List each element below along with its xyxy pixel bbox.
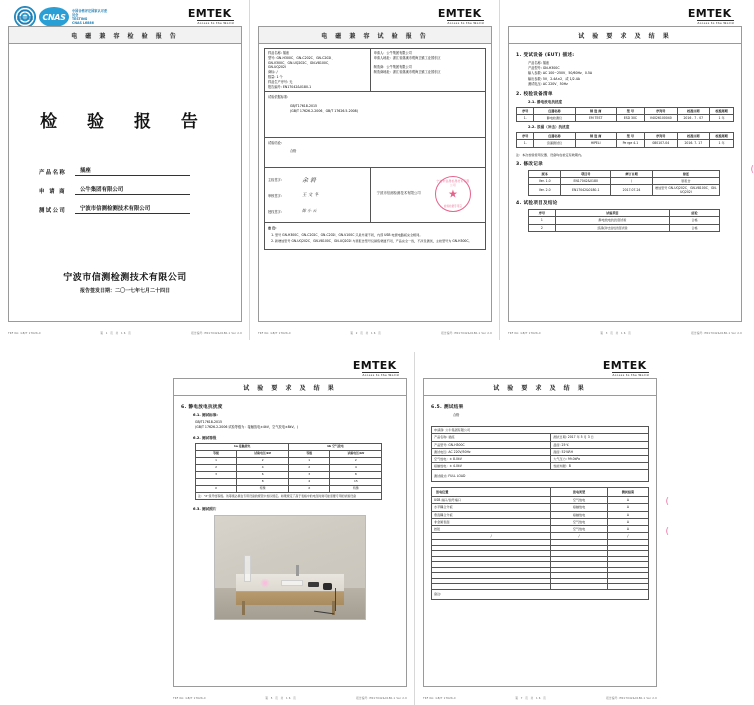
sample-line: 商标: / xyxy=(268,70,278,75)
section-2-title: 2. 校验设备清单 xyxy=(516,91,553,97)
cell-air-level: 4 xyxy=(289,478,330,485)
col-index: 序号 xyxy=(517,107,534,114)
cell-test-date: 测试日期: 2017 年 5 月 3 日 xyxy=(551,434,649,441)
report-page-5[interactable] xyxy=(415,352,669,705)
emtek-logo xyxy=(685,7,734,27)
cell-name: 浪涌测试仪 xyxy=(534,140,575,147)
table-row xyxy=(432,434,649,441)
cell-result: A xyxy=(607,511,648,518)
table-row xyxy=(432,533,649,540)
report-page-4[interactable] xyxy=(165,352,415,705)
remarks-block xyxy=(264,223,486,249)
cell-result: A xyxy=(607,518,648,525)
signature-block xyxy=(264,168,486,223)
cell-version: Ver. 1.0 xyxy=(529,177,561,184)
cell-item: 静电放电抗扰度试验 xyxy=(555,217,670,224)
field-value: 插座 xyxy=(75,166,190,176)
page3-sheet xyxy=(508,26,742,322)
sample-line: 样品生产序号: 无 xyxy=(268,79,293,84)
table-row xyxy=(196,465,382,472)
col-group-air: 1b 空气放电 xyxy=(289,444,382,451)
signature-label: 主检签字: xyxy=(268,177,282,182)
emtek-logo-text: EMTEK xyxy=(687,7,732,20)
signature-value: 余 岩 xyxy=(302,176,316,184)
cell-model: Pe rge 4.1 xyxy=(616,140,644,147)
field-label: 产品名称 xyxy=(39,170,67,176)
footer-report-no: 报告编号: EN17042&0180-1 Ver 2.0 xyxy=(356,697,407,700)
table-header-row xyxy=(432,488,649,497)
cell-type: 空气放电 xyxy=(551,518,607,525)
emtek-tagline: Access to the World xyxy=(197,22,234,25)
cell-index: 1. xyxy=(517,115,534,122)
cell-contact-voltage: 4 xyxy=(237,465,289,472)
cnas-words-cn: 中国合格评定国家认可委员会 xyxy=(72,8,108,17)
signature-row-authorizer xyxy=(268,203,367,219)
emtek-logo xyxy=(185,7,234,27)
report-page-2[interactable] xyxy=(250,0,500,340)
eut-line: 测试电压: AC 220V、50Hz xyxy=(528,81,568,86)
cell-project: EN17042&0180-1 xyxy=(561,184,611,195)
cover-footer xyxy=(9,270,241,294)
standard-line: (GB/T 17626.2-2006、GB/T 17626.5-2008) xyxy=(290,109,358,114)
applicant-line: 申请人：公牛集团有限公司 xyxy=(373,51,412,55)
sample-info xyxy=(265,49,371,91)
report-page-3[interactable] xyxy=(500,0,754,340)
cell-contact-level: X xyxy=(196,485,237,492)
emtek-logo-text: EMTEK xyxy=(437,7,482,20)
page3-header-band: 试 验 要 求 及 结 果 xyxy=(509,27,741,44)
sample-line: 型号: GN-H300C、GN-C202C、GN-C202I、 xyxy=(268,55,335,60)
cell-version: Ver. 2.0 xyxy=(529,184,561,195)
section-6-3-title: 6.3. 测试照片 xyxy=(193,507,217,512)
photo-coupling-plane xyxy=(244,555,251,582)
table-row xyxy=(196,472,382,479)
table-row xyxy=(432,448,649,455)
cell-maker: EM TEST xyxy=(575,115,616,122)
manufacturer-line: 制造商：公牛集团有限公司 xyxy=(373,65,412,70)
cnas-code: CNAS L6886 xyxy=(72,21,94,26)
cell-index: 1 xyxy=(529,217,556,224)
cell-type: / xyxy=(551,533,607,540)
col-voltage: 试验电压/kV xyxy=(330,451,382,458)
cell-pressure: 大气压力: 99.0kPa xyxy=(551,455,649,462)
eut-line: 产品名称: 插座 xyxy=(528,61,550,65)
emtek-tagline: Access to the World xyxy=(612,374,649,377)
cell-air-voltage: 8 xyxy=(330,472,382,479)
cell-air-voltage: 特殊 xyxy=(330,485,382,492)
cell-position: 非金属表面 xyxy=(432,518,551,525)
issue-date: 报告签发日期：二〇一七年七月二十四日 xyxy=(79,288,170,294)
cell-result: A xyxy=(607,525,648,532)
cell-calcycle: 1 年 xyxy=(710,140,734,147)
cell-summary: 原报告 xyxy=(653,177,720,184)
surge-equipment-table xyxy=(516,132,734,147)
stamp-edge-mark-icon: ( xyxy=(665,497,669,507)
emtek-tagline: Access to the World xyxy=(697,22,734,25)
test-conditions-table xyxy=(431,426,649,482)
remarks-label: 备 注: xyxy=(268,226,277,231)
sample-line: 样品名称: 插座 xyxy=(268,51,290,55)
table-row xyxy=(432,455,649,462)
cell-position: 垂直耦合介板 xyxy=(432,511,551,518)
cell-type: 接触放电 xyxy=(551,504,607,511)
section-6-title: 6. 静电放电抗扰度 xyxy=(181,405,223,410)
cell-test-voltage: 测试电压: AC 220V/50Hz xyxy=(432,448,551,455)
cell-contact-level xyxy=(196,478,237,485)
page2-sheet xyxy=(258,26,492,322)
cell-result: / xyxy=(607,533,648,540)
cell-type: 空气放电 xyxy=(551,497,607,504)
col-index: 序号 xyxy=(529,210,556,217)
remark-item: 1. 型号 GN-H300C、GN-C202C、GN-C202I、GN-V100C 只是外观不同，内部 USB 电源电路板完全相同。 xyxy=(275,233,482,238)
cell-caldate: 2016 . 7 . 07 xyxy=(677,115,710,122)
table-remark-row xyxy=(432,589,649,599)
page4-footer xyxy=(173,696,407,700)
cell-summary: 增加型号 GN-UQ202C、GN-V8100C、GN-UQ202I xyxy=(653,184,720,195)
table-subheader-row xyxy=(196,451,382,458)
emtek-logo-text: EMTEK xyxy=(352,359,397,372)
table-header-row xyxy=(517,133,734,140)
cell-air-level: 3 xyxy=(289,472,330,479)
eut-description xyxy=(528,61,734,87)
cell-result: A xyxy=(607,497,648,504)
col-summary: 综述 xyxy=(653,170,720,177)
col-serial: 序列号 xyxy=(645,107,678,114)
signature-list xyxy=(265,168,371,222)
standard-line: GB/T17618-2015 xyxy=(195,420,223,424)
section-2-2-title: 2.2. 浪涌（冲击）抗扰度 xyxy=(528,125,570,130)
table-header-row xyxy=(196,444,382,451)
stamp-edge-mark-icon: ( xyxy=(665,527,669,537)
emtek-tagline: Access to the World xyxy=(447,22,484,25)
field-value: 公牛集团有限公司 xyxy=(75,185,190,195)
col-project: 项目号 xyxy=(561,170,611,177)
cnas-words-en: TESTING xyxy=(72,17,88,21)
section-6-5-title: 6.5. 测试结果 xyxy=(431,405,464,410)
manufacturer-line: 制造商地址：浙江省慈溪市观海卫镇工业园东区 xyxy=(373,70,441,75)
table-note-row xyxy=(196,492,382,499)
revision-table xyxy=(528,170,720,197)
sample-line: GN-V300C、GN-UQ202C、GN-V8100C、 xyxy=(268,60,332,65)
signature-row-reviewer xyxy=(268,187,367,203)
col-revdate: 修订日期 xyxy=(611,170,653,177)
photo-table-leg xyxy=(242,601,245,615)
page-title: 检 验 报 告 xyxy=(40,112,210,132)
table-row xyxy=(196,478,382,485)
table-row xyxy=(432,470,649,482)
cell-air-level: 2 xyxy=(289,465,330,472)
cell-result: 合格 xyxy=(670,217,720,224)
equipment-note: 注：本次校验使用仪器、设备均在检定有效期内。 xyxy=(516,152,585,157)
field-product-name xyxy=(39,166,235,176)
test-level-table xyxy=(195,443,382,500)
test-standards xyxy=(195,420,399,430)
col-level: 等级 xyxy=(289,451,330,458)
field-test-company xyxy=(39,204,235,214)
cnas-logo-icon xyxy=(39,7,69,27)
signature-label: 授权签字: xyxy=(268,209,282,214)
sample-line: 数量: 1 个 xyxy=(268,74,283,79)
col-level: 等级 xyxy=(196,451,237,458)
remark-item: 2. 新增加型号 GN-UQ202C、GN-V8100C、GN-UQ202I 与原报告型号仅销售渠道不同，产品完全一致，不涉及测试，主检型号为 GN-H300C。 xyxy=(275,239,482,244)
page2-header-band: 电 磁 兼 容 试 验 报 告 xyxy=(259,27,491,44)
col-discharge-position: 放电位置 xyxy=(432,488,551,497)
page5-sheet xyxy=(423,378,657,687)
discharge-results-table xyxy=(431,487,649,600)
emtek-logo-text: EMTEK xyxy=(602,359,647,372)
table-row xyxy=(196,458,382,465)
section-4-title: 4. 试验项目及结论 xyxy=(516,201,558,207)
stamp-company-name: 宁波市信测检测技术有限公司 xyxy=(376,191,421,196)
table-row xyxy=(529,184,720,195)
cell-contact-level: 1 xyxy=(196,458,237,465)
table-row xyxy=(432,497,649,504)
cell-air-voltage: 15 xyxy=(330,478,382,485)
col-caldate: 校准日期 xyxy=(677,107,710,114)
col-model: 型 号 xyxy=(616,133,644,140)
col-version: 版本 xyxy=(529,170,561,177)
footer-trf: TRF No: GB/T 17626-X xyxy=(258,331,291,335)
eut-line: 输入参数: AC 100~250V、50/60Hz、0.5A xyxy=(528,71,593,76)
photo-eut-device xyxy=(281,580,303,586)
page4-header-band: 试 验 要 求 及 结 果 xyxy=(174,379,406,396)
page2-footer xyxy=(258,331,492,335)
cell-contact-level: 3 xyxy=(196,472,237,479)
cell-test-mode: 测试模式: FULL LOAD xyxy=(432,470,649,482)
table-row xyxy=(432,511,649,518)
cell-type: 接触放电 xyxy=(551,511,607,518)
col-maker: 制 造 商 xyxy=(575,133,616,140)
footer-report-no: 报告编号: EN17042&0180-1 Ver 2.0 xyxy=(606,697,657,700)
footer-trf: TRF No: GB/T 17626-X xyxy=(8,331,41,335)
col-voltage: 试验电压/kV xyxy=(237,451,289,458)
table-row xyxy=(517,140,734,147)
cell-revdate: 2017.07.24 xyxy=(611,184,653,195)
cell-revdate: / xyxy=(611,177,653,184)
emtek-logo xyxy=(600,359,649,379)
emtek-logo xyxy=(350,359,399,379)
cell-position: 水平耦合介板 xyxy=(432,504,551,511)
cell-temperature: 温度: 25℃ xyxy=(551,441,649,448)
signature-value: 陈 小 云 xyxy=(302,208,317,214)
cell-position: 按钮 xyxy=(432,525,551,532)
table-row xyxy=(432,463,649,470)
section-1-title: 1. 受试设备 (EUT) 描述: xyxy=(516,53,575,58)
cnas-logo-words xyxy=(72,9,110,25)
overall-result: 合格 xyxy=(453,413,460,417)
page1-footer xyxy=(8,331,242,335)
col-name: 仪器名称 xyxy=(534,133,575,140)
page1-sheet xyxy=(8,26,242,322)
cell-position: USB 端口/信号端口 xyxy=(432,497,551,504)
table-row xyxy=(432,441,649,448)
col-result: 结论 xyxy=(670,210,720,217)
issuing-company: 宁波市信测检测技术有限公司 xyxy=(63,273,187,283)
applicant-line: 申请人地址：浙江省慈溪市观海卫镇工业园东区 xyxy=(373,55,441,60)
section-3-title: 3. 修改记录 xyxy=(516,161,544,167)
cell-contact-discharge: 接触放电：± 4.0kV xyxy=(432,463,551,470)
signature-row-chief xyxy=(268,171,367,187)
table-row xyxy=(529,224,720,231)
cell-caldate: 2016. 7. 17 xyxy=(677,140,710,147)
sample-line: GN-UQ202I xyxy=(268,65,286,70)
cell-criteria: 性能判据：B xyxy=(551,463,649,470)
field-label: 申 请 商 xyxy=(39,189,66,195)
emtek-tagline: Access to the World xyxy=(362,374,399,377)
sample-applicant-block xyxy=(264,48,486,92)
footer-report-no: 报告编号: EN17042&0180-1 Ver 2.0 xyxy=(441,332,492,335)
col-item: 试验项目 xyxy=(555,210,670,217)
eut-line: 输出参数: 5V、2.4A×2、或 1/2.4A xyxy=(528,76,580,81)
footer-page-number: 第 3 页 共 16 页 xyxy=(600,332,632,335)
table-row xyxy=(517,115,734,122)
cell-table-note: 注：“X”是开放等级。该等级必须在专用设备的规范中加以规定。如果规定了高于表格中的电压时则可能需要专用的试验设备 xyxy=(196,492,382,499)
footer-page-number: 第 5 页 共 16 页 xyxy=(265,697,297,700)
stamp-top-text: 宁波市信测检测技术有限公司 xyxy=(436,180,470,188)
stamp-bottom-text: 检验检测专用章 xyxy=(443,205,463,209)
field-applicant xyxy=(39,185,235,195)
stamp-star-icon: ★ xyxy=(448,187,458,201)
cell-result: 合格 xyxy=(670,224,720,231)
cell-air-level: 1 xyxy=(289,458,330,465)
table-row xyxy=(432,427,649,434)
col-maker: 制 造 商 xyxy=(575,107,616,114)
photo-power-cord xyxy=(335,588,336,611)
col-calcycle: 校准周期 xyxy=(710,107,734,114)
table-header-row xyxy=(529,210,720,217)
col-model: 型 号 xyxy=(616,107,644,114)
standard-line: GB/T17618-2015 xyxy=(290,104,318,109)
cell-applicant: 申请商: 公牛集团有限公司 xyxy=(432,427,649,434)
cell-contact-voltage: 特殊 xyxy=(237,485,289,492)
signature-label: 审核签字: xyxy=(268,193,282,198)
official-red-stamp-icon xyxy=(435,176,471,212)
cell-item: 浪涌(冲击)抗扰度试验 xyxy=(555,224,670,231)
cell-remark-label: 备注: xyxy=(432,589,649,599)
cell-humidity: 湿度: 52%RH xyxy=(551,448,649,455)
col-group-contact: 1a 接触放电 xyxy=(196,444,289,451)
footer-report-no: 报告编号: EN17042&0180-1 Ver 2.0 xyxy=(191,332,242,335)
conclusion-value: 合格 xyxy=(290,149,297,154)
stamp-edge-mark-icon: ( xyxy=(750,165,754,175)
photo-instrument xyxy=(308,582,319,587)
page4-sheet xyxy=(173,378,407,687)
standards-label: 试验依据标准: xyxy=(268,95,289,100)
applicant-info xyxy=(371,49,485,91)
cell-air-discharge: 空气放电：± 8.0kV xyxy=(432,455,551,462)
signature-value: 王 文 冬 xyxy=(302,193,319,199)
footer-page-number: 第 2 页 共 16 页 xyxy=(350,332,382,335)
col-calcycle: 校准周期 xyxy=(710,133,734,140)
standards-block xyxy=(264,92,486,138)
test-items-table xyxy=(528,209,720,232)
footer-trf: TRF No: GB/T 17626-X xyxy=(423,696,456,700)
cell-contact-voltage: 2 xyxy=(237,458,289,465)
ilac-mra-seal-icon xyxy=(14,6,36,28)
cell-contact-level: 2 xyxy=(196,465,237,472)
section-6-2-title: 6.2. 测试等级 xyxy=(193,436,217,441)
col-caldate: 校准日期 xyxy=(677,133,710,140)
page5-header-band: 试 验 要 求 及 结 果 xyxy=(424,379,656,396)
cell-calcycle: 1 年 xyxy=(710,115,734,122)
col-discharge-type: 放电类型 xyxy=(551,488,607,497)
col-index: 序号 xyxy=(517,133,534,140)
cnas-logo-text: CNAS xyxy=(42,12,66,22)
cell-result: A xyxy=(607,504,648,511)
cell-product-name: 产品名称: 插座 xyxy=(432,434,551,441)
footer-trf: TRF No: GB/T 17626-X xyxy=(173,696,206,700)
photo-instrument xyxy=(323,583,332,590)
report-page-1[interactable] xyxy=(0,0,250,340)
cell-contact-voltage: 8 xyxy=(237,478,289,485)
emtek-logo-text: EMTEK xyxy=(187,7,232,20)
footer-trf: TRF No: GB/T 17626-X xyxy=(508,331,541,335)
cell-air-level: X xyxy=(289,485,330,492)
cover-fields xyxy=(39,166,235,214)
page5-footer xyxy=(423,696,657,700)
esd-equipment-table xyxy=(516,107,734,122)
cell-model: ESD 30C xyxy=(616,115,644,122)
table-header-row xyxy=(517,107,734,114)
footer-report-no: 报告编号: EN17042&0180-1 Ver 2.0 xyxy=(691,332,742,335)
stamp-area xyxy=(371,168,485,222)
cell-serial: V4026100040 xyxy=(645,115,678,122)
conclusion-label: 试验结论: xyxy=(268,141,282,146)
cell-serial: 080107-04 xyxy=(645,140,678,147)
page3-footer xyxy=(508,331,742,335)
accreditation-logos xyxy=(14,6,110,28)
footer-page-number: 第 7 页 共 16 页 xyxy=(515,697,547,700)
cell-air-voltage: 4 xyxy=(330,465,382,472)
cell-position: / xyxy=(432,533,551,540)
cell-air-voltage: 2 xyxy=(330,458,382,465)
cell-name: 静电检测仪 xyxy=(534,115,575,122)
col-serial: 序列号 xyxy=(645,133,678,140)
table-header-row xyxy=(529,170,720,177)
test-setup-photo xyxy=(214,515,366,620)
sample-line: 报告编号: EN17042&0180-1 xyxy=(268,84,312,89)
section-2-1-title: 2.1. 静电放电抗扰度 xyxy=(528,99,563,104)
section-6-1-title: 6.1. 测试标准: xyxy=(193,413,218,417)
col-test-result: 测试结果 xyxy=(607,488,648,497)
field-label: 测试公司 xyxy=(39,208,67,214)
table-row xyxy=(529,177,720,184)
standard-line: (GB/T 17626.2-2006 试验等级为：接触放电±4kV，空气放电±8kV。) xyxy=(195,425,299,430)
table-row xyxy=(432,525,649,532)
footer-page-number: 第 1 页 共 16 页 xyxy=(100,332,132,335)
cell-contact-voltage: 6 xyxy=(237,472,289,479)
cell-index: 1. xyxy=(517,140,534,147)
cell-index: 2 xyxy=(529,224,556,231)
cell-type: 空气放电 xyxy=(551,525,607,532)
cell-product-model: 产品型号: GN-H300C xyxy=(432,441,551,448)
cell-project: EN17042&0180 xyxy=(561,177,611,184)
table-row xyxy=(432,518,649,525)
photo-esd-gun xyxy=(296,565,299,576)
col-name: 仪器名称 xyxy=(534,107,575,114)
emtek-logo xyxy=(435,7,484,27)
table-row xyxy=(432,504,649,511)
page1-header-band: 电 磁 兼 容 检 验 报 告 xyxy=(9,27,241,44)
table-row xyxy=(196,485,382,492)
table-row xyxy=(529,217,720,224)
eut-line: 产品型号: GN-H300C xyxy=(528,66,560,71)
conclusion-block xyxy=(264,138,486,168)
field-value: 宁波市信测检测技术有限公司 xyxy=(75,204,190,214)
cell-maker: HIPELI xyxy=(575,140,616,147)
